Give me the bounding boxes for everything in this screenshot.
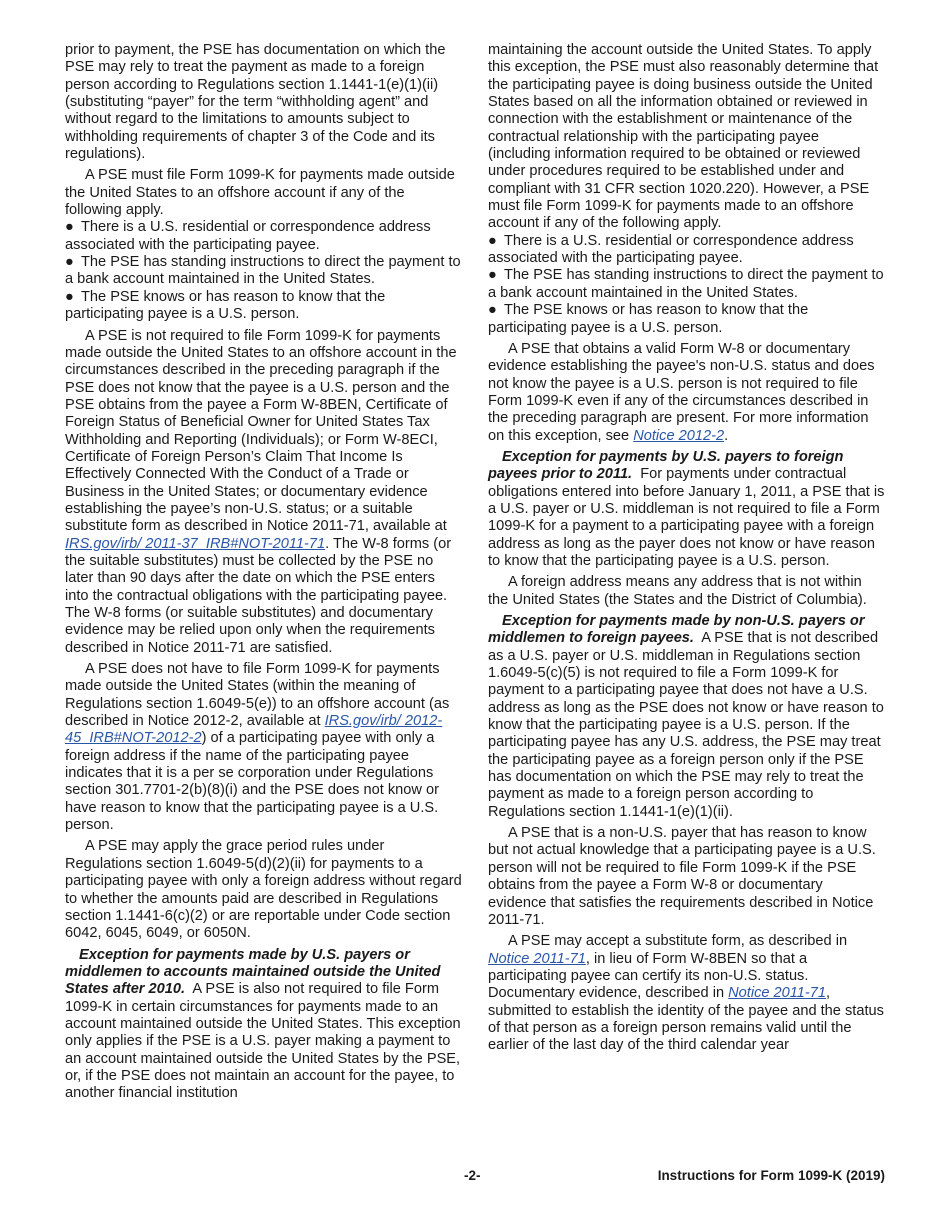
text-run: , in lieu of Form W-8BEN so that a participating payee can certify its non-U.S. status. Documentary evidence, described in: [488, 950, 809, 1002]
section-heading: Exception for payments by U.S. payers to foreign payees prior to 2011.: [488, 448, 844, 483]
paragraph: A foreign address means any address that is not within the United States (the States and the District of Columbia).: [488, 574, 867, 608]
bullet-icon: ●: [65, 288, 74, 305]
bullet-icon: ●: [488, 267, 497, 284]
bullet-icon: ●: [488, 302, 497, 319]
text-run: A PSE is not required to file Form 1099-K for payments made outside the United States to an offshore account in the circumstances described in the preceding paragraph if the PSE does not know that the payee is a U.S. person and the PSE obtains from the payee a Form W-8BEN, Certificate of Foreign Status of Beneficial Owner for United States Tax Withholding and Reporting (Individuals); or Form W-8ECI, Certificate of Foreign Person’s Claim That Income Is Effectively Connected With the Conduct of a Trade or Business in the United States; or documentary evidence establishing the payee’s non-U.S. status; or a suitable substitute form as described in Notice 2011-71, available at: [65, 327, 457, 535]
paragraph: [65, 661, 462, 834]
paragraph: prior to payment, the PSE has documentation on which the PSE may rely to treat the payment as made to a foreign person according to Regulations section 1.1441-1(e)(1)(ii) (substituting “payer” for the term “withholding agent” and without regard to the limitations to amounts subject to withholding requirements of chapter 3 of the Code and its regulations).: [65, 42, 446, 163]
section-heading: Exception for payments made by U.S. payers or middlemen to accounts maintained outside the United States after 2010.: [65, 946, 441, 998]
text-run: . The W-8 forms (or the suitable substitutes) must be collected by the PSE no later than 90 days after the date on which the PSE enters into the contractual obligations with the participating payee. The W-8 forms (or suitable substitutes) and documentary evidence may be relied upon only when the requirements described in Notice 2011-71 are satisfied.: [65, 535, 452, 656]
page-number: -2-: [464, 1168, 481, 1183]
notice-2011-71-link[interactable]: Notice 2011-71: [488, 950, 586, 967]
text-run: A PSE is also not required to file Form 1099-K in certain circumstances for payments made to an account maintained outside the United States. This exception only applies if the PSE is a U.S. payer making a payment to an account maintained outside the United States by the PSE, or, if the PSE does not maintain an account for the payee, to another financial institution: [65, 981, 461, 1102]
paragraph: [65, 328, 462, 658]
bullet-text: There is a U.S. residential or correspondence address associated with the participating payee.: [65, 219, 431, 253]
text-run: .: [724, 427, 729, 444]
right-column: [488, 42, 885, 1059]
bullet-text: The PSE has standing instructions to direct the payment to a bank account maintained in the United States.: [488, 267, 884, 301]
notice-2011-71-link[interactable]: Notice 2011-71: [728, 985, 827, 1002]
bullet-item: [488, 267, 885, 302]
text-run: A PSE does not have to file Form 1099-K for payments made outside the United States (within the meaning of Regulations section 1.6049-5(e)) to an offshore account (as described in Notice 2012-2, available at: [65, 661, 450, 730]
paragraph: A PSE must file Form 1099-K for payments made outside the United States to an offshore account if any of the following apply.: [65, 167, 455, 219]
text-run: ) of a participating payee with only a foreign address if the name of the participating payee indicates that it is a per se corporation under Regulations section 301.7701-2(b)(8)(i) and the PSE does not know or have reason to know that the participating payee is a U.S. person.: [65, 730, 439, 834]
bullet-text: The PSE knows or has reason to know that the participating payee is a U.S. person.: [65, 288, 386, 323]
paragraph: [488, 933, 885, 1054]
paragraph: [488, 341, 885, 445]
bullet-item: [488, 302, 885, 337]
text-run: A PSE that obtains a valid Form W-8 or documentary evidence establishing the payee's non-U.S. status and does not know the payee is a U.S. person is not required to file Form 1099-K even if any of the circumstances described in the preceding paragraph are present. For more information on this exception, see: [488, 340, 875, 444]
left-column: [65, 42, 462, 1107]
text-run: , submitted to establish the identity of the payee and the status of that person as a foreign person remains valid until the earlier of the last day of the third calendar year: [488, 985, 884, 1054]
bullet-item: [488, 233, 885, 268]
irs-link-notice-2012-2[interactable]: IRS.gov/irb/ 2012-45_IRB#NOT-2012-2: [65, 713, 443, 747]
section-paragraph: [488, 449, 885, 570]
bullet-text: The PSE knows or has reason to know that the participating payee is a U.S. person.: [488, 302, 809, 336]
notice-2012-2-link[interactable]: Notice 2012-2: [633, 427, 725, 444]
bullet-icon: ●: [65, 219, 74, 236]
bullet-item: [65, 219, 462, 254]
bullet-icon: ●: [488, 232, 497, 249]
text-run: For payments under contractual obligations entered into before January 1, 2011, a PSE that is a U.S. payer or U.S. middleman is not required to file a Form 1099-K for a payment to a participating payee with a foreign address as long as the payer does not know or have reason to know that the participating payee is a U.S. person.: [488, 466, 885, 569]
bullet-item: [65, 289, 462, 324]
bullet-icon: ●: [65, 254, 74, 271]
bullet-item: [65, 254, 462, 289]
section-heading: Exception for payments made by non-U.S. payers or middlemen to foreign payees.: [488, 613, 865, 647]
text-run: A PSE may accept a substitute form, as described in: [508, 933, 848, 950]
section-paragraph: [488, 613, 885, 821]
paragraph: A PSE that is a non-U.S. payer that has reason to know but not actual knowledge that a participating payee is a U.S. person will not be required to file Form 1099-K if the PSE obtains from the payee a Form W-8 or documentary evidence that satisfies the requirements described in Notice 2011-71.: [488, 825, 876, 928]
footer-title: Instructions for Form 1099-K (2019): [657, 1168, 885, 1183]
bullet-text: The PSE has standing instructions to direct the payment to a bank account maintained in the United States.: [65, 254, 461, 288]
paragraph: A PSE may apply the grace period rules under Regulations section 1.6049-5(d)(2)(ii) for payments to a participating payee with only a foreign address without regard to whether the amounts paid are described in Regulations section 1.1441-6(c)(2) or are reportable under Code section 6042, 6045, 6049, or 6050N.: [65, 838, 462, 942]
bullet-text: There is a U.S. residential or correspondence address associated with the participating payee.: [488, 232, 854, 267]
irs-link-notice-2011-71[interactable]: IRS.gov/irb/ 2011-37_IRB#NOT-2011-71: [65, 535, 326, 552]
section-paragraph: [65, 947, 462, 1103]
paragraph: maintaining the account outside the United States. To apply this exception, the PSE must also reasonably determine that the participating payee is doing business outside the United States based on all the information obtained or reviewed in connection with the establishment or maintenance of the contractual relationship with the participating payee (including information required to be obtained or reviewed under procedures required to be established under and compliant with 31 CFR section 1020.220). However, a PSE must file Form 1099-K for payments made to an offshore account if any of the following apply.: [488, 42, 879, 232]
text-run: A PSE that is not described as a U.S. payer or U.S. middleman in Regulations section 1.6049-5(c)(5) is not required to file a Form 1099-K for payment to a participating payee that does not have a U.S. address as long as the PSE does not know or have reason to know that the participating payee is a U.S. person. If the participating payee has any U.S. address, the PSE may treat the participating payee as a foreign person only if the PSE has documentation on which the PSE may rely to treat the payment as made to a foreign person according to Regulations section 1.1441-1(e)(1)(ii).: [488, 630, 884, 820]
